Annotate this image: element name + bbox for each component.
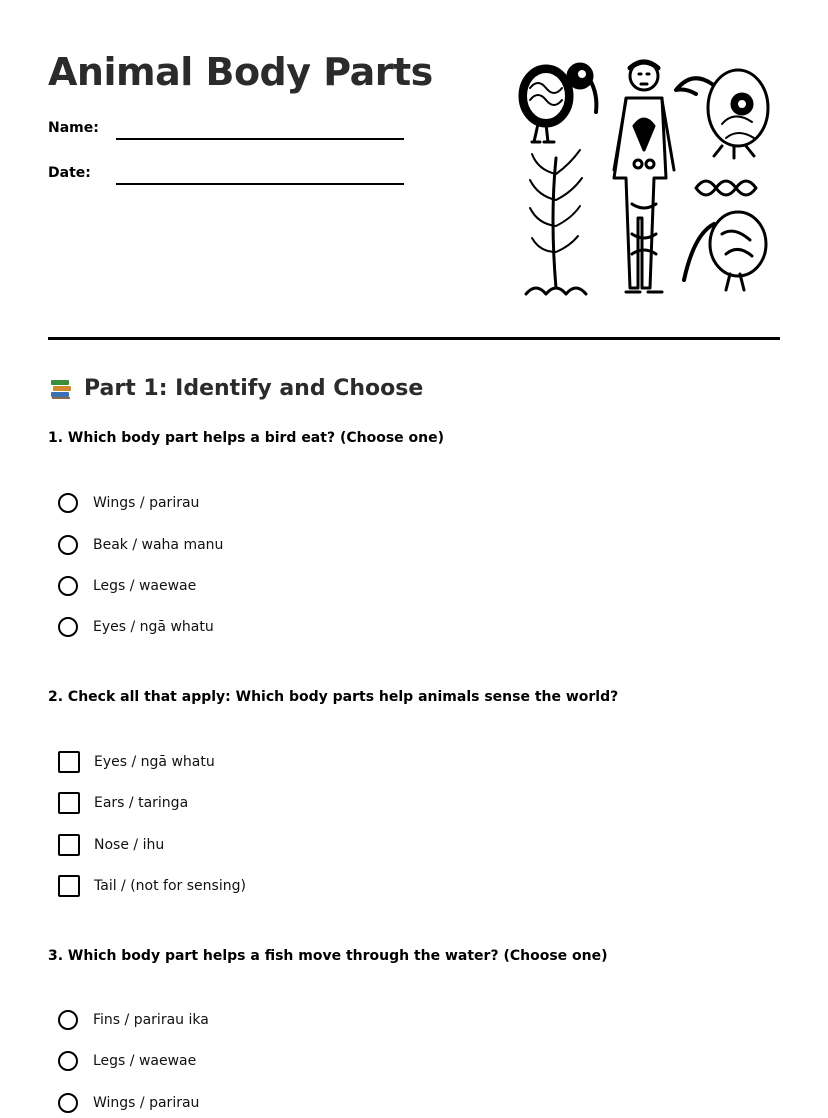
bird-icon [676,70,768,158]
part1-heading [48,374,423,404]
q3-option-1[interactable] [58,1008,209,1032]
kiwi-bird-icon [520,64,596,142]
option-label: Wings / parirau [93,495,200,511]
worksheet-title: Animal Body Parts [48,50,433,94]
books-icon [48,376,74,402]
human-figure-icon [614,62,674,292]
option-label: Beak / waha manu [93,537,224,553]
question-2: 2. Check all that apply: Which body parts help animals sense the world? [48,689,619,705]
option-label: Nose / ihu [94,837,165,853]
radio-button[interactable] [58,1093,78,1113]
radio-button[interactable] [58,535,78,555]
option-label: Legs / waewae [93,578,197,594]
radio-button[interactable] [58,1010,78,1030]
part1-title: Part 1: Identify and Choose [84,376,424,401]
animal-body-illustration [516,54,772,312]
option-label: Tail / (not for sensing) [94,878,246,894]
radio-button[interactable] [58,576,78,596]
name-line[interactable] [116,138,404,140]
question-1: 1. Which body part helps a bird eat? (Choose one) [48,430,444,446]
option-label: Eyes / ngā whatu [94,754,215,770]
q1-option-3[interactable] [58,574,196,598]
radio-button[interactable] [58,493,78,513]
q1-option-4[interactable] [58,615,214,639]
koru-pattern-icon [696,181,756,195]
radio-button[interactable] [58,1051,78,1071]
date-label: Date: [48,165,91,181]
option-label: Eyes / ngā whatu [93,619,214,635]
radio-button[interactable] [58,617,78,637]
checkbox[interactable] [58,751,80,773]
option-label: Ears / taringa [94,795,189,811]
checkbox[interactable] [58,834,80,856]
kiwi-bottom-icon [684,212,766,290]
option-label: Wings / parirau [93,1095,200,1111]
checkbox[interactable] [58,875,80,897]
q1-option-1[interactable] [58,491,199,515]
date-field[interactable] [48,163,408,187]
q2-option-2[interactable] [58,791,188,815]
section-divider [48,337,780,340]
fern-icon [526,150,586,294]
option-label: Fins / parirau ika [93,1012,209,1028]
q2-option-1[interactable] [58,750,215,774]
name-label: Name: [48,120,99,136]
q3-option-3[interactable] [58,1091,199,1115]
question-3: 3. Which body part helps a fish move through the water? (Choose one) [48,948,608,964]
q1-option-2[interactable] [58,533,223,557]
checkbox[interactable] [58,792,80,814]
name-field[interactable] [48,118,408,142]
q3-option-2[interactable] [58,1049,196,1073]
q2-option-4[interactable] [58,874,246,898]
q2-option-3[interactable] [58,833,164,857]
option-label: Legs / waewae [93,1053,197,1069]
date-line[interactable] [116,183,404,185]
